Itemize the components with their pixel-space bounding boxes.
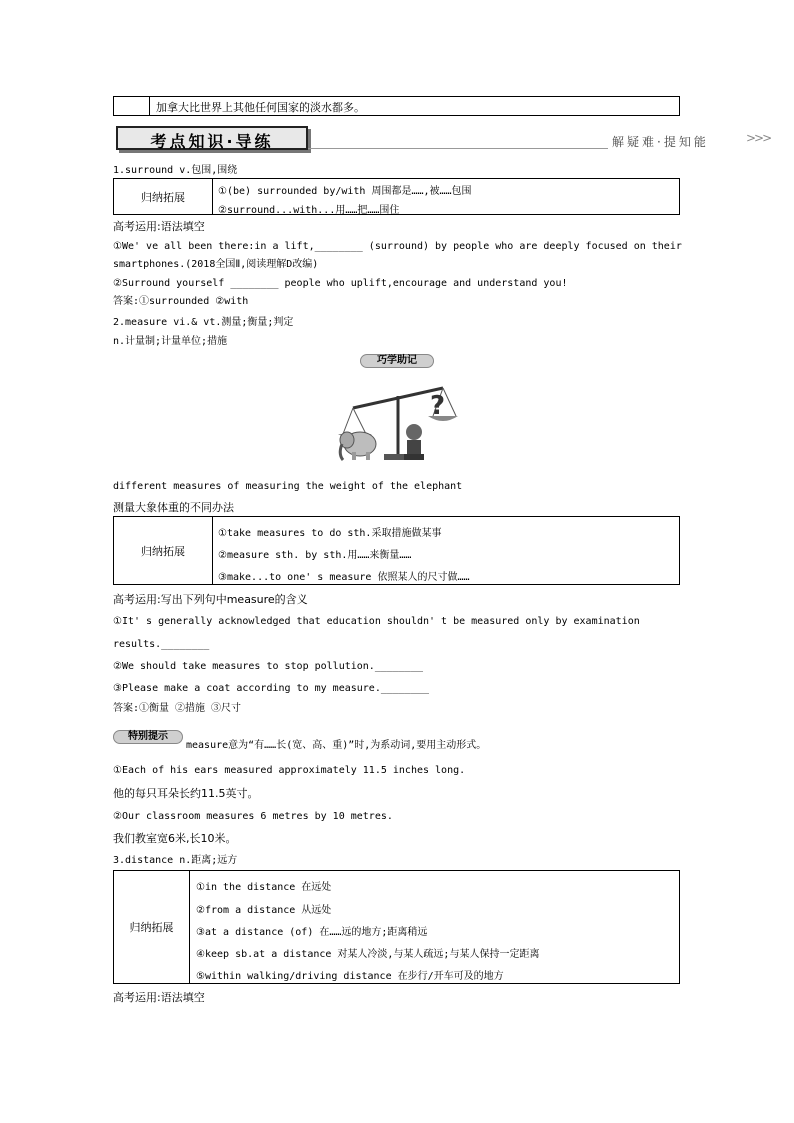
table-cell: ②measure sth. by sth.用……来衡量……	[218, 550, 412, 561]
question-line: ①It' s generally acknowledged that education shouldn' t be measured only by examination	[113, 616, 640, 627]
caption-en: different measures of measuring the weight of the elephant	[113, 481, 463, 492]
memory-tag-label: 巧学助记	[377, 355, 417, 366]
table-cell: ⑤within walking/driving distance 在步行/开车可及的地方	[196, 971, 504, 982]
tip-text: measure意为“有……长(宽、高、重)”时,为系动词,要用主动形式。	[186, 740, 487, 751]
expansion-table	[113, 178, 680, 215]
chevron-right-icon: >>>	[746, 131, 771, 145]
answer-line: 答案:①衡量 ②措施 ③尺寸	[113, 703, 242, 714]
scale-elephant-icon	[338, 374, 458, 468]
table-cell: ①take measures to do sth.采取措施做某事	[218, 528, 442, 539]
table-head	[114, 179, 213, 214]
item-title: 2.measure vi.& vt.测量;衡量;判定	[113, 317, 294, 328]
table-cell: ④keep sb.at a distance 对某人冷淡,与某人疏远;与某人保持一定距离	[196, 949, 540, 960]
usage-title: 高考运用:语法填空	[113, 220, 205, 233]
table-head-label: 归纳拓展	[129, 921, 174, 934]
question-line: ①We' ve all been there:in a lift,________ (surround) by people who are deeply focused on their	[113, 241, 682, 252]
svg-text:?: ?	[430, 391, 446, 421]
table-head-label: 归纳拓展	[141, 190, 185, 204]
item-title: 3.distance n.距离;远方	[113, 855, 238, 866]
answer-line: 答案:①surrounded ②with	[113, 296, 249, 307]
section-banner	[116, 126, 308, 150]
header-rule	[308, 148, 608, 149]
table-cell: ②surround...with...用……把……围住	[218, 205, 400, 216]
item-subtitle: n.计量制;计量单位;措施	[113, 336, 228, 347]
question-line: ③Please make a coat according to my measure.________	[113, 683, 430, 694]
item-title	[113, 164, 237, 178]
carryover-text: 加拿大比世界上其他任何国家的淡水都多。	[156, 101, 365, 114]
table-cell: ③at a distance (of) 在……远的地方;距离稍远	[196, 927, 428, 938]
expansion-table	[113, 516, 680, 585]
table-row-carryover	[113, 96, 680, 116]
table-cell: ①in the distance 在远处	[196, 882, 332, 893]
example-en: ②Our classroom measures 6 metres by 10 metres.	[113, 811, 393, 822]
section-tagline: 解疑难·提知能	[612, 135, 709, 149]
caption-cn: 测量大象体重的不同办法	[113, 501, 234, 514]
table-cell: ②from a distance 从远处	[196, 905, 332, 916]
question-line: ②Surround yourself ________ people who uplift,encourage and understand you!	[113, 278, 568, 289]
usage-title: 高考运用:写出下列句中measure的含义	[113, 593, 308, 606]
empty-cell	[114, 97, 150, 115]
question-line: smartphones.(2018全国Ⅱ,阅读理解D改编)	[113, 259, 319, 270]
table-head-label: 归纳拓展	[141, 544, 185, 558]
table-cell: ①(be) surrounded by/with 周围都是……,被……包围	[218, 186, 472, 197]
tip-tag-label: 特别提示	[128, 731, 168, 742]
expansion-table	[113, 870, 680, 984]
example-cn: 他的每只耳朵长约11.5英寸。	[113, 787, 259, 800]
table-cell: ③make...to one' s measure 依照某人的尺寸做……	[218, 572, 470, 583]
usage-title: 高考运用:语法填空	[113, 991, 205, 1004]
table-head	[114, 871, 190, 983]
question-line: results.________	[113, 639, 210, 650]
memory-tag	[360, 354, 434, 368]
section-title: 考点知识·导练	[150, 132, 274, 151]
example-en: ①Each of his ears measured approximately 11.5 inches long.	[113, 765, 466, 776]
item1-title: 1.surround v.包围,围绕	[113, 165, 238, 176]
tip-tag	[113, 730, 183, 744]
table-head	[114, 517, 213, 584]
question-line: ②We should take measures to stop pollution.________	[113, 661, 423, 672]
example-cn: 我们教室宽6米,长10米。	[113, 832, 237, 845]
